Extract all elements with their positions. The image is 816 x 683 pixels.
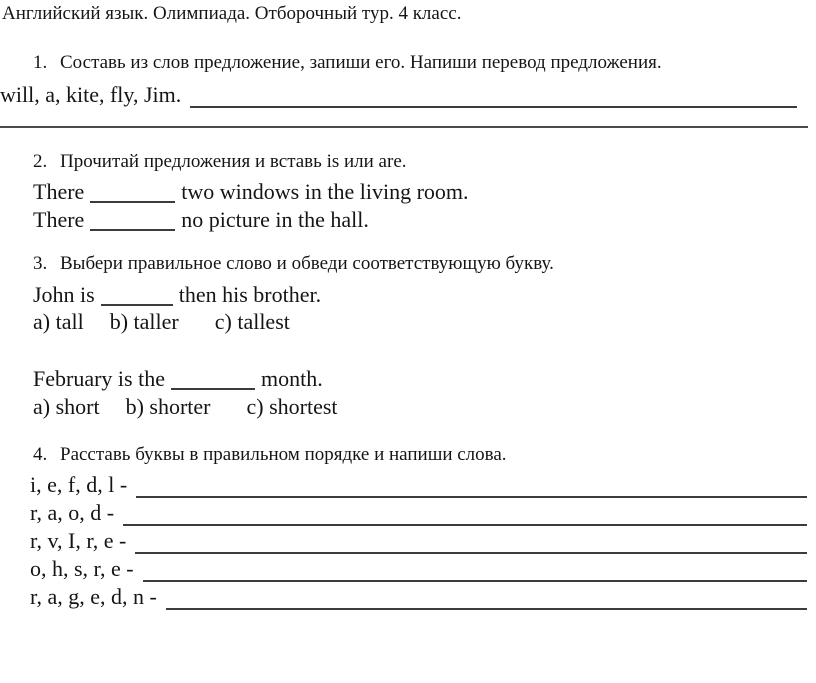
task-3-question-2-options <box>33 393 338 421</box>
task-2-instruction: Прочитай предложения и вставь is или are. <box>60 151 407 172</box>
answer-line <box>143 555 807 582</box>
task-2-header <box>33 151 407 173</box>
task-1-prompt: will, a, kite, fly, Jim. <box>0 82 182 107</box>
task-4-number: 4. <box>33 444 48 465</box>
task-3-number: 3. <box>33 253 48 274</box>
letter-row <box>30 499 807 527</box>
task-3-question-2 <box>33 365 323 393</box>
sentence-text: John is <box>33 282 95 307</box>
answer-blank <box>90 183 175 203</box>
task-4-instruction: Расставь буквы в правильном порядке и напиши слова. <box>60 444 507 465</box>
option-b: b) taller <box>109 309 179 334</box>
letter-prompt: r, a, o, d - <box>30 500 115 525</box>
letter-prompt: i, e, f, d, l - <box>30 472 128 497</box>
task-3-question-1-options <box>33 308 290 336</box>
answer-line <box>135 527 807 554</box>
letter-row <box>30 527 807 555</box>
option-a: a) tall <box>33 309 84 334</box>
letter-prompt: r, v, I, r, e - <box>30 528 127 553</box>
letter-row <box>30 583 807 611</box>
task-1-prompt-row <box>0 81 797 109</box>
answer-line <box>166 583 807 610</box>
answer-line <box>136 471 807 498</box>
option-b: b) shorter <box>125 394 211 419</box>
answer-blank <box>90 211 175 231</box>
answer-line <box>0 126 808 128</box>
sentence-text: There <box>33 207 85 232</box>
page-title: Английский язык. Олимпиада. Отборочный тур. 4 класс. <box>2 3 462 24</box>
sentence-text: There <box>33 179 85 204</box>
sentence-text: February is the <box>33 366 165 391</box>
task-3-instruction: Выбери правильное слово и обведи соответствующую букву. <box>60 253 554 274</box>
task-1-header <box>33 52 662 74</box>
answer-blank <box>171 370 255 390</box>
letter-row <box>30 555 807 583</box>
task-4-header <box>33 444 507 466</box>
letter-prompt: r, a, g, e, d, n - <box>30 584 157 609</box>
task-1-instruction: Составь из слов предложение, запиши его. Напиши перевод предложения. <box>60 52 662 73</box>
sentence-text: no picture in the hall. <box>181 207 369 232</box>
option-c: c) tallest <box>214 309 290 334</box>
task-2-sentence-1 <box>33 178 469 206</box>
task-3-question-1 <box>33 281 321 309</box>
answer-blank <box>101 286 173 306</box>
answer-line <box>190 81 797 108</box>
option-a: a) short <box>33 394 100 419</box>
sentence-text: then his brother. <box>178 282 322 307</box>
letter-prompt: o, h, s, r, e - <box>30 556 134 581</box>
answer-line <box>123 499 807 526</box>
sentence-text: two windows in the living room. <box>181 179 469 204</box>
sentence-text: month. <box>260 366 323 391</box>
letter-row <box>30 471 807 499</box>
task-1-number: 1. <box>33 52 48 73</box>
task-2-sentence-2 <box>33 206 369 234</box>
task-3-header <box>33 253 554 275</box>
task-4-letter-rows <box>30 471 807 611</box>
option-c: c) shortest <box>246 394 338 419</box>
task-2-number: 2. <box>33 151 48 172</box>
